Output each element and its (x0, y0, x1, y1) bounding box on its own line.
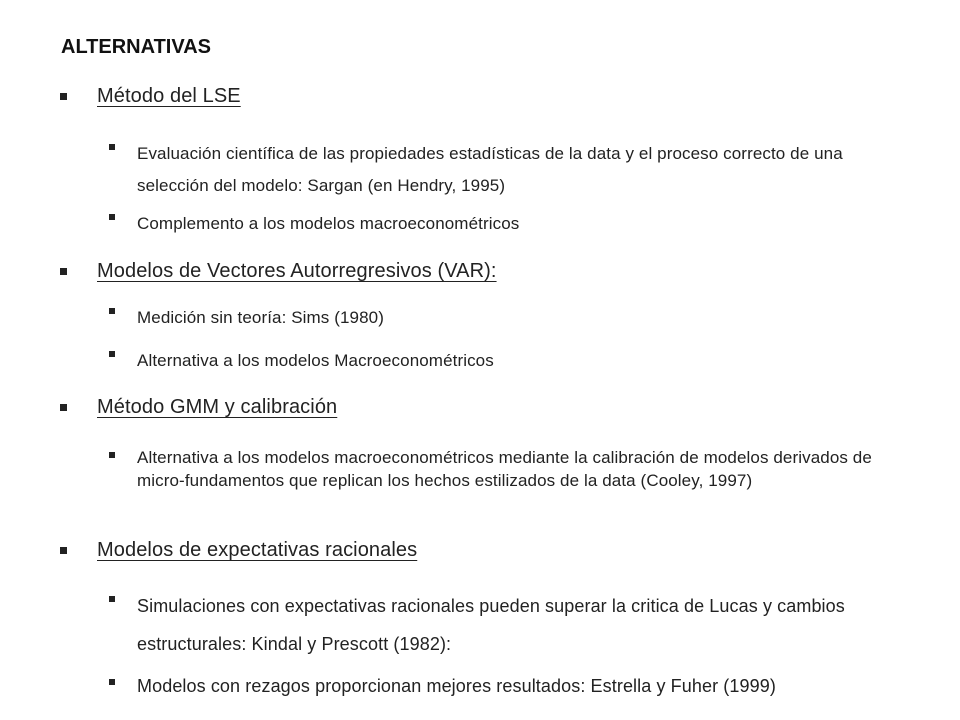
list-item (137, 302, 897, 334)
section-heading-text: Modelos de expectativas racionales (97, 539, 418, 561)
list-item-text: Medición sin teoría: Sims (1980) (137, 308, 384, 327)
section-heading-text: Método GMM y calibración (97, 396, 338, 418)
slide-title: ALTERNATIVAS (61, 36, 211, 58)
list-item-text: Alternativa a los modelos Macroeconométricos (137, 351, 494, 370)
section-heading-var (97, 260, 497, 283)
square-bullet-icon (109, 351, 115, 357)
square-bullet-icon (109, 452, 115, 458)
square-bullet-icon (109, 308, 115, 314)
list-item (137, 587, 907, 663)
list-item-text: Simulaciones con expectativas racionales pueden superar la critica de Lucas y cambios estructurales: Kindal y Prescott (1982): (137, 596, 845, 654)
list-item (137, 138, 897, 202)
square-bullet-icon (60, 268, 67, 275)
section-heading-gmm (97, 396, 337, 419)
list-item-text: Alternativa a los modelos macroeconométricos mediante la calibración de modelos derivados de micro-fundamentos que replican los hechos estilizados de la data (Cooley, 1997) (137, 448, 872, 490)
square-bullet-icon (109, 214, 115, 220)
section-heading-text: Modelos de Vectores Autorregresivos (VAR): (97, 260, 497, 282)
section-heading-rational-expectations (97, 539, 417, 562)
list-item (137, 208, 897, 240)
square-bullet-icon (60, 93, 67, 100)
square-bullet-icon (109, 679, 115, 685)
list-item-text: Modelos con rezagos proporcionan mejores resultados: Estrella y Fuher (1999) (137, 676, 776, 696)
list-item-text: Complemento a los modelos macroeconométricos (137, 214, 520, 233)
square-bullet-icon (60, 547, 67, 554)
section-heading-text: Método del LSE (97, 85, 241, 107)
list-item (137, 446, 902, 492)
square-bullet-icon (109, 596, 115, 602)
section-heading-lse (97, 85, 241, 108)
square-bullet-icon (109, 144, 115, 150)
list-item (137, 345, 897, 377)
square-bullet-icon (60, 404, 67, 411)
list-item (137, 670, 917, 702)
list-item-text: Evaluación científica de las propiedades estadísticas de la data y el proceso correcto de una selección del modelo: Sargan (en Hendry, 1995) (137, 144, 843, 195)
